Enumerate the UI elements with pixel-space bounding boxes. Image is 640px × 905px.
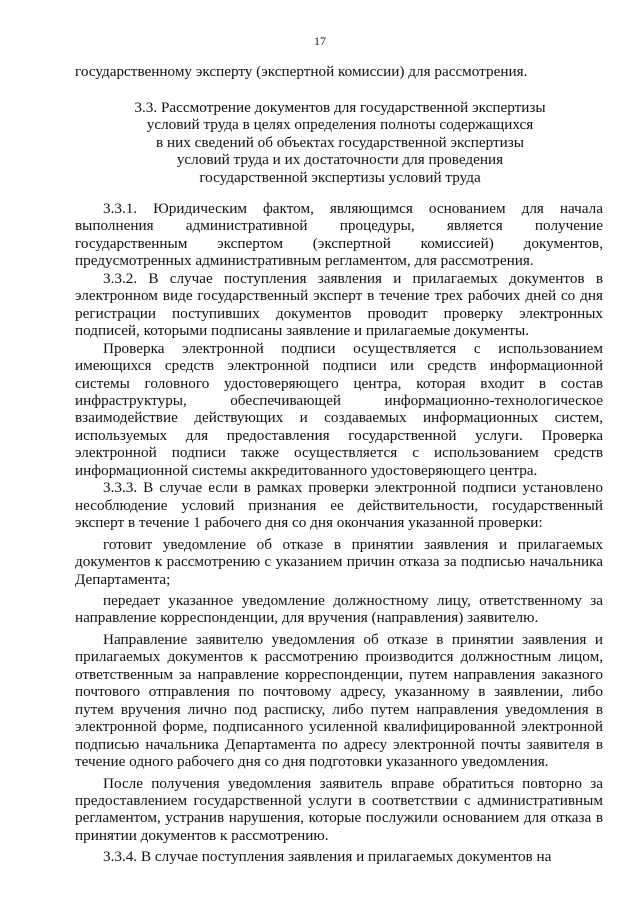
heading-line: 3.3. Рассмотрение документов для государственной экспертизы: [134, 99, 546, 116]
paragraph-3-3-4: 3.3.4. В случае поступления заявления и прилагаемых документов на: [103, 848, 552, 866]
paragraph-notice-delivery: Направление заявителю уведомления об отказе в принятии заявления и прилагаемых документов к рассмотрению производится должностным лицом, ответственным за направление корреспонденции, путем направления заказного почтового отправления по почтовому адресу, указанному в заявлении, либо путем вручения лично под расписку, либо путем направления уведомления в электронной форме, подписанного усиленной квалифицированной электронной подписью начальника Департамента по адресу электронной почты заявителя в течение одного рабочего дня со дня подготовки указанного уведомления.: [75, 630, 603, 771]
paragraph-3-3-2: 3.3.2. В случае поступления заявления и прилагаемых документов в электронном виде государственный эксперт в течение трех рабочих дней со дня регистрации поступивших документов проводит проверку электронных подписей, которыми подписаны заявление и прилагаемые документы.: [75, 269, 603, 340]
page-number: 17: [314, 34, 326, 48]
carryover-line: государственному эксперту (экспертной комиссии) для рассмотрения.: [75, 63, 528, 80]
heading-line: условий труда в целях определения полноты содержащихся: [146, 116, 534, 134]
heading-line: в них сведений об объектах государственной экспертизы: [156, 133, 524, 151]
heading-line: государственной экспертизы условий труда: [199, 168, 481, 186]
paragraph-3-3-3: 3.3.3. В случае если в рамках проверки электронной подписи установлено несоблюдение условий признания ее действительности, государственный эксперт в течение 1 рабочего дня со дня окончания указанной проверки:: [75, 479, 603, 532]
paragraph-signature-check: Проверка электронной подписи осуществляется с использованием имеющихся средств электронной подписи или средств информационной системы головного удостоверяющего центра, которая входит в состав инфраструктуры, обеспечивающей информационно-технологическое взаимодействие действующих и создаваемых информационных систем, используемых для предоставления государственной услуги. Проверка электронной подписи также осуществляется с использованием средств информационной системы аккредитованного удостоверяющего центра.: [75, 339, 603, 479]
heading-line: условий труда и их достаточности для проведения: [176, 151, 504, 169]
section-body: [75, 200, 603, 866]
paragraph-transfer-notice: передает указанное уведомление должностному лицу, ответственному за направление корреспонденции, для вручения (направления) заявителю.: [75, 591, 603, 627]
section-heading: [120, 99, 560, 186]
paragraph-3-3-1: 3.3.1. Юридическим фактом, являющимся основанием для начала выполнения административной процедуры, является получение государственным экспертом (экспертной комиссией) документов, предусмотренных административным регламентом, для рассмотрения.: [75, 200, 603, 270]
paragraph-reapply: После получения уведомления заявитель вправе обратиться повторно за предоставлением государственной услуги в соответствии с административным регламентом, устранив нарушения, которые послужили основанием для отказа в принятии документов к рассмотрению.: [75, 774, 603, 844]
paragraph-prepare-notice: готовит уведомление об отказе в принятии заявления и прилагаемых документов к рассмотрению с указанием причин отказа за подписью начальника Департамента;: [75, 535, 603, 588]
